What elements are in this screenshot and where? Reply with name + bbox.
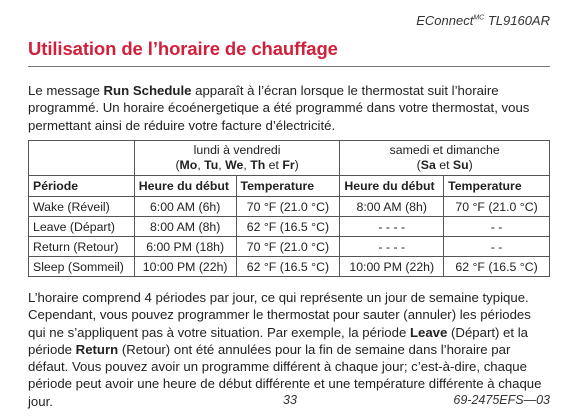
weekend-temp-cell: 62 °F (16.5 °C) (444, 257, 550, 277)
table-row (29, 237, 550, 257)
weekend-start-cell: - - - - (340, 217, 444, 237)
intro-paragraph (28, 82, 551, 134)
intro-bold-run-schedule: Run Schedule (103, 83, 192, 98)
page-number: 33 (283, 393, 297, 407)
day-su: Su (452, 158, 469, 172)
weekday-temp-cell: 62 °F (16.5 °C) (236, 217, 340, 237)
intro-text-after: apparaît à l’écran lorsque le thermostat suit l’horaire programmé. Un horaire écoénergetique a été programmé dans votre thermostat, vous permettant ainsi de réduire votre facture d’électricité. (28, 83, 530, 133)
header-weekday-start: Heure du début (134, 176, 236, 197)
weekday-temp-cell: 62 °F (16.5 °C) (236, 257, 340, 277)
bold-leave: Leave (409, 324, 448, 340)
weekend-temp-cell: 70 °F (21.0 °C) (444, 197, 550, 217)
table-row (29, 217, 550, 237)
weekday-group-header: lundi à vendredi (Mo, Tu, We, Th et Fr) (134, 141, 340, 176)
weekday-label: lundi à vendredi (193, 143, 281, 157)
empty-corner-cell (29, 141, 135, 176)
period-cell: Return (Retour) (29, 237, 135, 257)
weekday-temp-cell: 70 °F (21.0 °C) (236, 197, 340, 217)
day-we: We (225, 158, 244, 172)
period-cell: Sleep (Sommeil) (29, 257, 135, 277)
day-group-row (29, 141, 550, 176)
period-cell: Leave (Départ) (29, 217, 135, 237)
title-divider (28, 66, 550, 67)
weekend-start-cell: 8:00 AM (8h) (340, 197, 444, 217)
weekday-temp-cell: 70 °F (21.0 °C) (236, 237, 340, 257)
header-weekday-temp: Temperature (236, 176, 340, 197)
document-number: 69-2475EFS—03 (453, 393, 550, 407)
header-weekend-start: Heure du début (340, 176, 444, 197)
column-header-row (29, 176, 550, 197)
weekend-temp-cell: - - (444, 217, 550, 237)
intro-text-before: Le message (28, 83, 104, 98)
product-superscript: MC (473, 14, 485, 22)
weekend-label: samedi et dimanche (389, 143, 500, 157)
weekday-start-cell: 10:00 PM (22h) (134, 257, 236, 277)
day-sa: Sa (420, 158, 436, 172)
weekend-start-cell: - - - - (340, 237, 444, 257)
header-weekend-temp: Temperature (444, 176, 550, 197)
weekend-temp-cell: - - (444, 237, 550, 257)
bold-return: Return (75, 341, 119, 357)
header-period: Période (29, 176, 135, 197)
period-cell: Wake (Réveil) (29, 197, 135, 217)
day-tu: Tu (204, 158, 219, 172)
table-row (29, 257, 550, 277)
day-fr: Fr (282, 158, 295, 172)
weekday-start-cell: 6:00 PM (18h) (134, 237, 236, 257)
explanation-paragraph: L’horaire comprend 4 périodes par jour, ce qui représente un jour de semaine typique. Cependant, vous pouvez programmer le thermostat pour sauter (annuler) les périodes qui ne s’appliquent pas à votre situation. Par exemple, la période Leave (Départ) et la période Return (Retour) ont été annulées pour la fin de semaine dans l’horaire par défaut. Vous pouvez avoir un programme différent à chaque jour; c’est-à-dire, chaque période peut avoir une heure de début différente et une température différente à chaque jour. (28, 290, 542, 409)
product-model: TL9160AR (484, 13, 550, 28)
product-prefix: EConnect (416, 13, 474, 28)
schedule-table (28, 140, 550, 277)
day-mo: Mo (179, 158, 198, 172)
day-th: Th (250, 158, 266, 172)
weekday-start-cell: 6:00 AM (6h) (134, 197, 236, 217)
product-name (416, 13, 550, 28)
page-title: Utilisation de l’horaire de chauffage (28, 38, 338, 59)
table-row (29, 197, 550, 217)
weekend-group-header: samedi et dimanche (Sa et Su) (340, 141, 550, 176)
weekday-start-cell: 8:00 AM (8h) (134, 217, 236, 237)
weekend-start-cell: 10:00 PM (22h) (340, 257, 444, 277)
